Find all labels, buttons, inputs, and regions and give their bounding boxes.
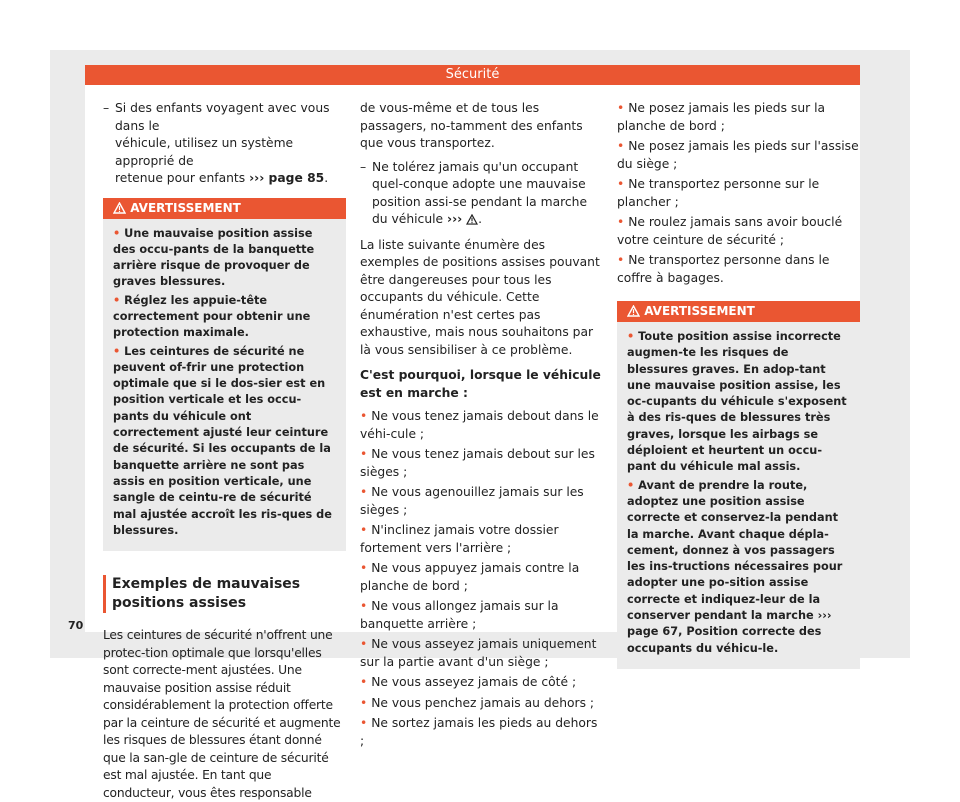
bullet-dot-icon: •	[113, 344, 121, 358]
warning-body-2	[617, 322, 860, 669]
warning-2-item-1: • Toute position assise incorrecte augmen-te les risques de blessures graves. En adop-tant une mauvaise position assise, les oc-cupants du véhicule s'exposent à des ris-ques de blessures très graves, lorsque les airbags se déploient et heurtent un occu-pant du véhicule mal assis.	[627, 330, 847, 474]
column-3	[617, 100, 860, 675]
warning-header-1	[103, 198, 346, 219]
bullet-dot-icon: •	[360, 523, 368, 537]
list-item: • Ne posez jamais les pieds sur la planche de bord ;	[617, 101, 826, 133]
warning-2-item-2: • Avant de prendre la route, adoptez une position assise correcte et conservez-la pendant la marche. Avant chaque dépla-cement, donnez à vos passagers les ins-tructions nécessaires pour adopter une po-sition assise correcte et indiquez-leur de la conserver pendant la marche ››› page 67, Position correcte des occupants du véhicu-le.	[627, 478, 843, 655]
section-title: Exemples de mauvaises positions assises	[103, 575, 346, 613]
list-item: • Ne vous allongez jamais sur la banquette arrière ;	[360, 599, 559, 631]
bullet-dot-icon: •	[360, 409, 368, 423]
warning-link[interactable]: ›››	[447, 212, 463, 226]
list-item: • Ne vous agenouillez jamais sur les sièges ;	[360, 485, 584, 517]
subheading: C'est pourquoi, lorsque le véhicule est en marche :	[360, 368, 601, 400]
header-title: Sécurité	[445, 67, 500, 82]
intro-line-3: retenue pour enfants	[115, 171, 246, 185]
bullet-dot-icon: •	[617, 253, 625, 267]
bullet-dot-icon: •	[360, 695, 368, 710]
bullet-dot-icon: •	[360, 716, 368, 730]
column-1	[103, 100, 346, 802]
bullet-dot-icon: •	[360, 599, 368, 613]
bullet-dot-icon: •	[360, 447, 368, 461]
continued-text: de vous-même et de tous les passagers, no-tamment des enfants que vous transportez.	[360, 101, 583, 150]
bullet-dot-icon: •	[617, 177, 625, 191]
column-2	[360, 100, 603, 753]
intro-line-1: Si des enfants voyagent avec vous dans le	[115, 101, 330, 133]
warning-title-1: AVERTISSEMENT	[130, 200, 241, 215]
warning-2-page-link[interactable]: ››› page 67, Position correcte des occupants du véhicu-le.	[627, 609, 832, 655]
dash-mark: –	[360, 159, 367, 174]
list-item: • Ne transportez personne dans le coffre à bagages.	[617, 253, 830, 285]
list-item: • Ne posez jamais les pieds sur l'assise du siège ;	[617, 139, 859, 171]
warning-triangle-icon	[627, 305, 640, 317]
list-item: • Ne vous tenez jamais debout sur les sièges ;	[360, 447, 595, 479]
page-header	[85, 65, 860, 85]
list-item: • Ne vous asseyez jamais uniquement sur la partie avant d'un siège ;	[360, 637, 597, 669]
bullet-dot-icon: •	[360, 675, 368, 689]
warning-triangle-icon	[113, 202, 126, 214]
warning-1-item-3: • Les ceintures de sécurité ne peuvent of-frir une protection optimale que si le dos-sier est en position verticale et les occu-pants du véhicule ont correctement ajusté leur ceinture de sécurité. Si les occupants de la banquette arrière ne sont pas assis en position verticale, une sangle de ceintu-re de sécurité mal ajustée accroît les ris-ques de blessures.	[113, 344, 332, 537]
warning-box-2	[617, 301, 860, 669]
page-number: 70	[68, 619, 84, 632]
warning-box-1	[103, 198, 346, 552]
bullet-dot-icon: •	[360, 637, 368, 651]
warning-body-1	[103, 219, 346, 552]
bullet-dot-icon: •	[617, 215, 625, 229]
list-item: • Ne vous asseyez jamais de côté ;	[360, 675, 577, 689]
tolerance-dash-item: – Ne tolérez jamais qu'un occupant quel-conque adopte une mauvaise position assi-se pendant la marche du véhicule ››› .	[360, 159, 588, 226]
list-item: • Ne transportez personne sur le plancher ;	[617, 177, 820, 209]
warning-triangle-icon	[466, 214, 478, 225]
list-item: • Ne vous penchez jamais au dehors ;	[360, 695, 595, 710]
list-item: • Ne sortez jamais les pieds au dehors ;	[360, 716, 598, 748]
bullet-dot-icon: •	[627, 478, 635, 492]
intro-line-2: véhicule, utilisez un système approprié de	[115, 136, 294, 168]
warning-1-item-1: • Une mauvaise position assise des occu-pants de la banquette arrière risque de provoquer de graves blessures.	[113, 226, 315, 289]
list-item: • N'inclinez jamais votre dossier fortement vers l'arrière ;	[360, 523, 559, 555]
section-body: Les ceintures de sécurité n'offrent une protec-tion optimale que lorsqu'elles sont correcte-ment ajustées. Une mauvaise position assise réduit considérablement la protection offerte par la ceinture de sécurité et augmente les risques de blessures étant donné que la san-gle de ceinture de sécurité est mal ajustée. En tant que conducteur, vous êtes responsable	[103, 628, 341, 800]
bullet-dot-icon: •	[113, 293, 121, 307]
list-item: • Ne roulez jamais sans avoir bouclé votre ceinture de sécurité ;	[617, 215, 843, 247]
list-item: • Ne vous appuyez jamais contre la planche de bord ;	[360, 561, 580, 593]
bullet-dot-icon: •	[360, 561, 368, 575]
bullet-dot-icon: •	[627, 330, 635, 343]
bullet-dot-icon: •	[360, 485, 368, 499]
list-intro: La liste suivante énumère des exemples de positions assises pouvant être dangereuses pour tous les occupants du véhicule. Cette énumération n'est certes pas exhaustive, mais nous souhaitons par là vous sensibiliser à ce problème.	[360, 237, 600, 357]
list-item: • Ne vous tenez jamais debout dans le véhi-cule ;	[360, 409, 599, 441]
warning-header-2	[617, 301, 860, 322]
intro-dash-item: – Si des enfants voyagent avec vous dans le véhicule, utilisez un système approprié de retenue pour enfants ››› page 85.	[103, 101, 330, 185]
bullet-dot-icon: •	[113, 226, 121, 240]
bullet-dot-icon: •	[617, 101, 625, 115]
warning-title-2: AVERTISSEMENT	[644, 304, 755, 318]
dash-mark: –	[103, 101, 110, 115]
bullet-dot-icon: •	[617, 139, 625, 153]
intro-page-link[interactable]: ››› page 85	[249, 171, 325, 185]
warning-1-item-2: • Réglez les appuie-tête correctement pour obtenir une protection maximale.	[113, 293, 311, 340]
